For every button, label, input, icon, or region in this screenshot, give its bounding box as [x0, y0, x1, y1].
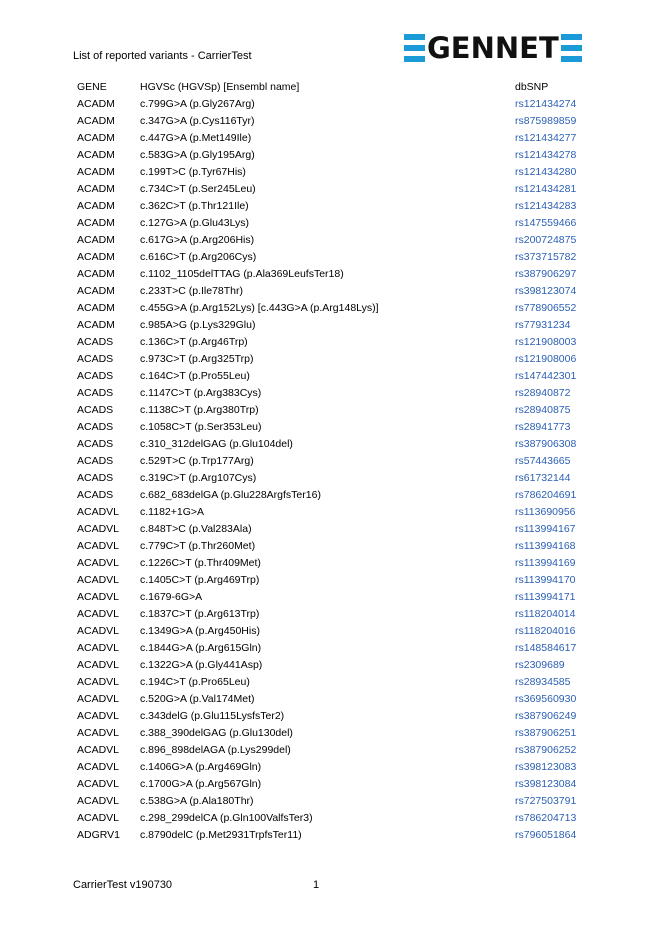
gene-cell: ACADS: [77, 421, 114, 433]
hgvs-cell: c.538G>A (p.Ala180Thr): [140, 795, 254, 807]
gene-cell: ACADM: [77, 285, 115, 297]
gene-cell: ACADVL: [77, 727, 120, 739]
gene-cell: ACADM: [77, 251, 115, 263]
footer-version: CarrierTest v190730: [73, 879, 173, 891]
gene-cell: ACADM: [77, 132, 115, 144]
table-row: [77, 504, 597, 521]
dbsnp-link[interactable]: rs398123084: [515, 778, 577, 790]
dbsnp-link[interactable]: rs118204014: [515, 608, 576, 620]
gene-cell: ACADS: [77, 438, 114, 450]
hgvs-cell: c.520G>A (p.Val174Met): [140, 693, 255, 705]
dbsnp-link[interactable]: rs2309689: [515, 659, 565, 671]
table-row: [77, 419, 597, 436]
table-row: [77, 249, 597, 266]
hgvs-cell: c.896_898delAGA (p.Lys299del): [140, 744, 291, 756]
dbsnp-link[interactable]: rs387906252: [515, 744, 577, 756]
hgvs-cell: c.1406G>A (p.Arg469Gln): [140, 761, 262, 773]
table-row: [77, 708, 597, 725]
hgvs-cell: c.1844G>A (p.Arg615Gln): [140, 642, 262, 654]
table-row: [77, 181, 597, 198]
dbsnp-link[interactable]: rs398123074: [515, 285, 577, 297]
dbsnp-link[interactable]: rs57443665: [515, 455, 571, 467]
dbsnp-link[interactable]: rs147559466: [515, 217, 577, 229]
hgvs-cell: c.455G>A (p.Arg152Lys) [c.443G>A (p.Arg148Lys)]: [140, 302, 379, 314]
dbsnp-link[interactable]: rs875989859: [515, 115, 577, 127]
table-row: [77, 300, 597, 317]
table-row: [77, 283, 597, 300]
dbsnp-link[interactable]: rs113994169: [515, 557, 576, 569]
gene-cell: ACADM: [77, 319, 115, 331]
variants-table: [77, 79, 597, 844]
dbsnp-link[interactable]: rs387906297: [515, 268, 577, 280]
table-row: [77, 810, 597, 827]
hgvs-cell: c.616C>T (p.Arg206Cys): [140, 251, 257, 263]
gene-cell: ADGRV1: [77, 829, 120, 841]
gene-cell: ACADVL: [77, 523, 120, 535]
gene-cell: ACADVL: [77, 710, 120, 722]
dbsnp-link[interactable]: rs786204691: [515, 489, 577, 501]
dbsnp-link[interactable]: rs387906308: [515, 438, 577, 450]
hgvs-cell: c.199T>C (p.Tyr67His): [140, 166, 246, 178]
table-row: [77, 606, 597, 623]
gene-cell: ACADVL: [77, 591, 120, 603]
table-row: [77, 385, 597, 402]
hgvs-cell: c.779C>T (p.Thr260Met): [140, 540, 256, 552]
dbsnp-link[interactable]: rs77931234: [515, 319, 571, 331]
table-row: [77, 538, 597, 555]
dbsnp-link[interactable]: rs113994171: [515, 591, 576, 603]
dbsnp-link[interactable]: rs727503791: [515, 795, 577, 807]
gene-cell: ACADM: [77, 183, 115, 195]
hgvs-cell: c.1138C>T (p.Arg380Trp): [140, 404, 259, 416]
hgvs-cell: c.1226C>T (p.Thr409Met): [140, 557, 261, 569]
table-row: [77, 776, 597, 793]
hgvs-cell: c.799G>A (p.Gly267Arg): [140, 98, 255, 110]
gene-cell: ACADVL: [77, 693, 120, 705]
hgvs-cell: c.617G>A (p.Arg206His): [140, 234, 255, 246]
gene-cell: ACADVL: [77, 540, 120, 552]
table-row: [77, 572, 597, 589]
gene-cell: ACADM: [77, 98, 115, 110]
table-row: [77, 453, 597, 470]
hgvs-cell: c.310_312delGAG (p.Glu104del): [140, 438, 293, 450]
dbsnp-link[interactable]: rs121434280: [515, 166, 577, 178]
gene-cell: ACADS: [77, 370, 114, 382]
dbsnp-link[interactable]: rs398123083: [515, 761, 577, 773]
hgvs-cell: c.1147C>T (p.Arg383Cys): [140, 387, 262, 399]
gene-cell: ACADS: [77, 404, 114, 416]
gene-cell: ACADVL: [77, 608, 120, 620]
hgvs-cell: c.1700G>A (p.Arg567Gln): [140, 778, 262, 790]
gene-cell: ACADVL: [77, 812, 120, 824]
table-row: [77, 96, 597, 113]
gene-cell: ACADVL: [77, 778, 120, 790]
hgvs-cell: c.164C>T (p.Pro55Leu): [140, 370, 250, 382]
table-row: [77, 317, 597, 334]
gene-cell: ACADS: [77, 455, 114, 467]
table-row: [77, 691, 597, 708]
hgvs-cell: c.848T>C (p.Val283Ala): [140, 523, 252, 535]
table-row: [77, 759, 597, 776]
column-header-dbsnp: dbSNP: [515, 81, 549, 93]
table-row: [77, 589, 597, 606]
dbsnp-link[interactable]: rs121908006: [515, 353, 577, 365]
page-number: 1: [313, 879, 320, 891]
dbsnp-link[interactable]: rs121908003: [515, 336, 577, 348]
gene-cell: ACADS: [77, 336, 114, 348]
gene-cell: ACADVL: [77, 506, 120, 518]
dbsnp-link[interactable]: rs121434274: [515, 98, 577, 110]
table-header-row: [77, 79, 597, 96]
gene-cell: ACADM: [77, 200, 115, 212]
gene-cell: ACADVL: [77, 574, 120, 586]
dbsnp-link[interactable]: rs369560930: [515, 693, 577, 705]
table-row: [77, 113, 597, 130]
hgvs-cell: c.388_390delGAG (p.Glu130del): [140, 727, 293, 739]
hgvs-cell: c.529T>C (p.Trp177Arg): [140, 455, 254, 467]
table-row: [77, 436, 597, 453]
table-row: [77, 742, 597, 759]
dbsnp-link[interactable]: rs28940872: [515, 387, 571, 399]
hgvs-cell: c.194C>T (p.Pro65Leu): [140, 676, 250, 688]
table-row: [77, 657, 597, 674]
table-row: [77, 130, 597, 147]
table-row: [77, 521, 597, 538]
hgvs-cell: c.1102_1105delTTAG (p.Ala369LeufsTer18): [140, 268, 344, 280]
table-row: [77, 470, 597, 487]
column-header-gene: GENE: [77, 81, 107, 93]
hgvs-cell: c.1405C>T (p.Arg469Trp): [140, 574, 260, 586]
table-row: [77, 793, 597, 810]
table-row: [77, 147, 597, 164]
hgvs-cell: c.1837C>T (p.Arg613Trp): [140, 608, 260, 620]
table-row: [77, 555, 597, 572]
gene-cell: ACADM: [77, 234, 115, 246]
gene-cell: ACADS: [77, 387, 114, 399]
logo-text: GENNET: [427, 31, 559, 65]
gene-cell: ACADM: [77, 302, 115, 314]
table-row: [77, 827, 597, 844]
dbsnp-link[interactable]: rs200724875: [515, 234, 577, 246]
gene-cell: ACADM: [77, 268, 115, 280]
dbsnp-link[interactable]: rs786204713: [515, 812, 577, 824]
hgvs-cell: c.985A>G (p.Lys329Glu): [140, 319, 256, 331]
dbsnp-link[interactable]: rs121434278: [515, 149, 577, 161]
hgvs-cell: c.233T>C (p.Ile78Thr): [140, 285, 244, 297]
dbsnp-link[interactable]: rs113994168: [515, 540, 576, 552]
dbsnp-link[interactable]: rs387906249: [515, 710, 577, 722]
gene-cell: ACADVL: [77, 557, 120, 569]
table-row: [77, 623, 597, 640]
dbsnp-link[interactable]: rs118204016: [515, 625, 576, 637]
gene-cell: ACADVL: [77, 676, 120, 688]
dbsnp-link[interactable]: rs778906552: [515, 302, 577, 314]
dbsnp-link[interactable]: rs28941773: [515, 421, 571, 433]
dbsnp-link[interactable]: rs121434277: [515, 132, 577, 144]
gene-cell: ACADVL: [77, 659, 120, 671]
hgvs-cell: c.343delG (p.Glu115LysfsTer2): [140, 710, 285, 722]
table-row: [77, 368, 597, 385]
hgvs-cell: c.298_299delCA (p.Gln100ValfsTer3): [140, 812, 313, 824]
gene-cell: ACADS: [77, 353, 114, 365]
dbsnp-link[interactable]: rs373715782: [515, 251, 577, 263]
gene-cell: ACADS: [77, 472, 114, 484]
table-row: [77, 266, 597, 283]
hgvs-cell: c.1322G>A (p.Gly441Asp): [140, 659, 263, 671]
hgvs-cell: c.973C>T (p.Arg325Trp): [140, 353, 254, 365]
dbsnp-link[interactable]: rs147442301: [515, 370, 577, 382]
table-row: [77, 334, 597, 351]
table-row: [77, 674, 597, 691]
table-row: [77, 725, 597, 742]
hgvs-cell: c.319C>T (p.Arg107Cys): [140, 472, 257, 484]
table-row: [77, 351, 597, 368]
hgvs-cell: c.583G>A (p.Gly195Arg): [140, 149, 255, 161]
table-row: [77, 487, 597, 504]
dbsnp-link[interactable]: rs121434283: [515, 200, 577, 212]
logo-bars-right: [561, 34, 582, 62]
gene-cell: ACADVL: [77, 761, 120, 773]
hgvs-cell: c.734C>T (p.Ser245Leu): [140, 183, 256, 195]
hgvs-cell: c.447G>A (p.Met149Ile): [140, 132, 252, 144]
table-row: [77, 198, 597, 215]
gene-cell: ACADM: [77, 149, 115, 161]
hgvs-cell: c.8790delC (p.Met2931TrpfsTer11): [140, 829, 302, 841]
gene-cell: ACADVL: [77, 744, 120, 756]
hgvs-cell: c.1058C>T (p.Ser353Leu): [140, 421, 262, 433]
gene-cell: ACADVL: [77, 625, 120, 637]
dbsnp-link[interactable]: rs387906251: [515, 727, 577, 739]
dbsnp-link[interactable]: rs148584617: [515, 642, 577, 654]
dbsnp-link[interactable]: rs28934585: [515, 676, 571, 688]
gene-cell: ACADM: [77, 166, 115, 178]
dbsnp-link[interactable]: rs113690956: [515, 506, 576, 518]
dbsnp-link[interactable]: rs61732144: [515, 472, 571, 484]
hgvs-cell: c.682_683delGA (p.Glu228ArgfsTer16): [140, 489, 321, 501]
table-row: [77, 232, 597, 249]
table-row: [77, 402, 597, 419]
gene-cell: ACADS: [77, 489, 114, 501]
gene-cell: ACADM: [77, 217, 115, 229]
dbsnp-link[interactable]: rs28940875: [515, 404, 571, 416]
hgvs-cell: c.362C>T (p.Thr121Ile): [140, 200, 249, 212]
document-title: List of reported variants - CarrierTest: [73, 50, 252, 62]
dbsnp-link[interactable]: rs121434281: [515, 183, 577, 195]
table-row: [77, 215, 597, 232]
gene-cell: ACADVL: [77, 795, 120, 807]
dbsnp-link[interactable]: rs113994170: [515, 574, 576, 586]
table-body: [77, 96, 597, 844]
hgvs-cell: c.127G>A (p.Glu43Lys): [140, 217, 250, 229]
logo-bars-left: [404, 34, 425, 62]
hgvs-cell: c.1182+1G>A: [140, 506, 205, 518]
dbsnp-link[interactable]: rs796051864: [515, 829, 577, 841]
gene-cell: ACADVL: [77, 642, 120, 654]
hgvs-cell: c.1679-6G>A: [140, 591, 203, 603]
hgvs-cell: c.1349G>A (p.Arg450His): [140, 625, 260, 637]
gennet-logo: [404, 33, 582, 63]
table-row: [77, 164, 597, 181]
dbsnp-link[interactable]: rs113994167: [515, 523, 576, 535]
hgvs-cell: c.136C>T (p.Arg46Trp): [140, 336, 248, 348]
column-header-hgvs: HGVSc (HGVSp) [Ensembl name]: [140, 81, 300, 93]
gene-cell: ACADM: [77, 115, 115, 127]
table-row: [77, 640, 597, 657]
hgvs-cell: c.347G>A (p.Cys116Tyr): [140, 115, 255, 127]
